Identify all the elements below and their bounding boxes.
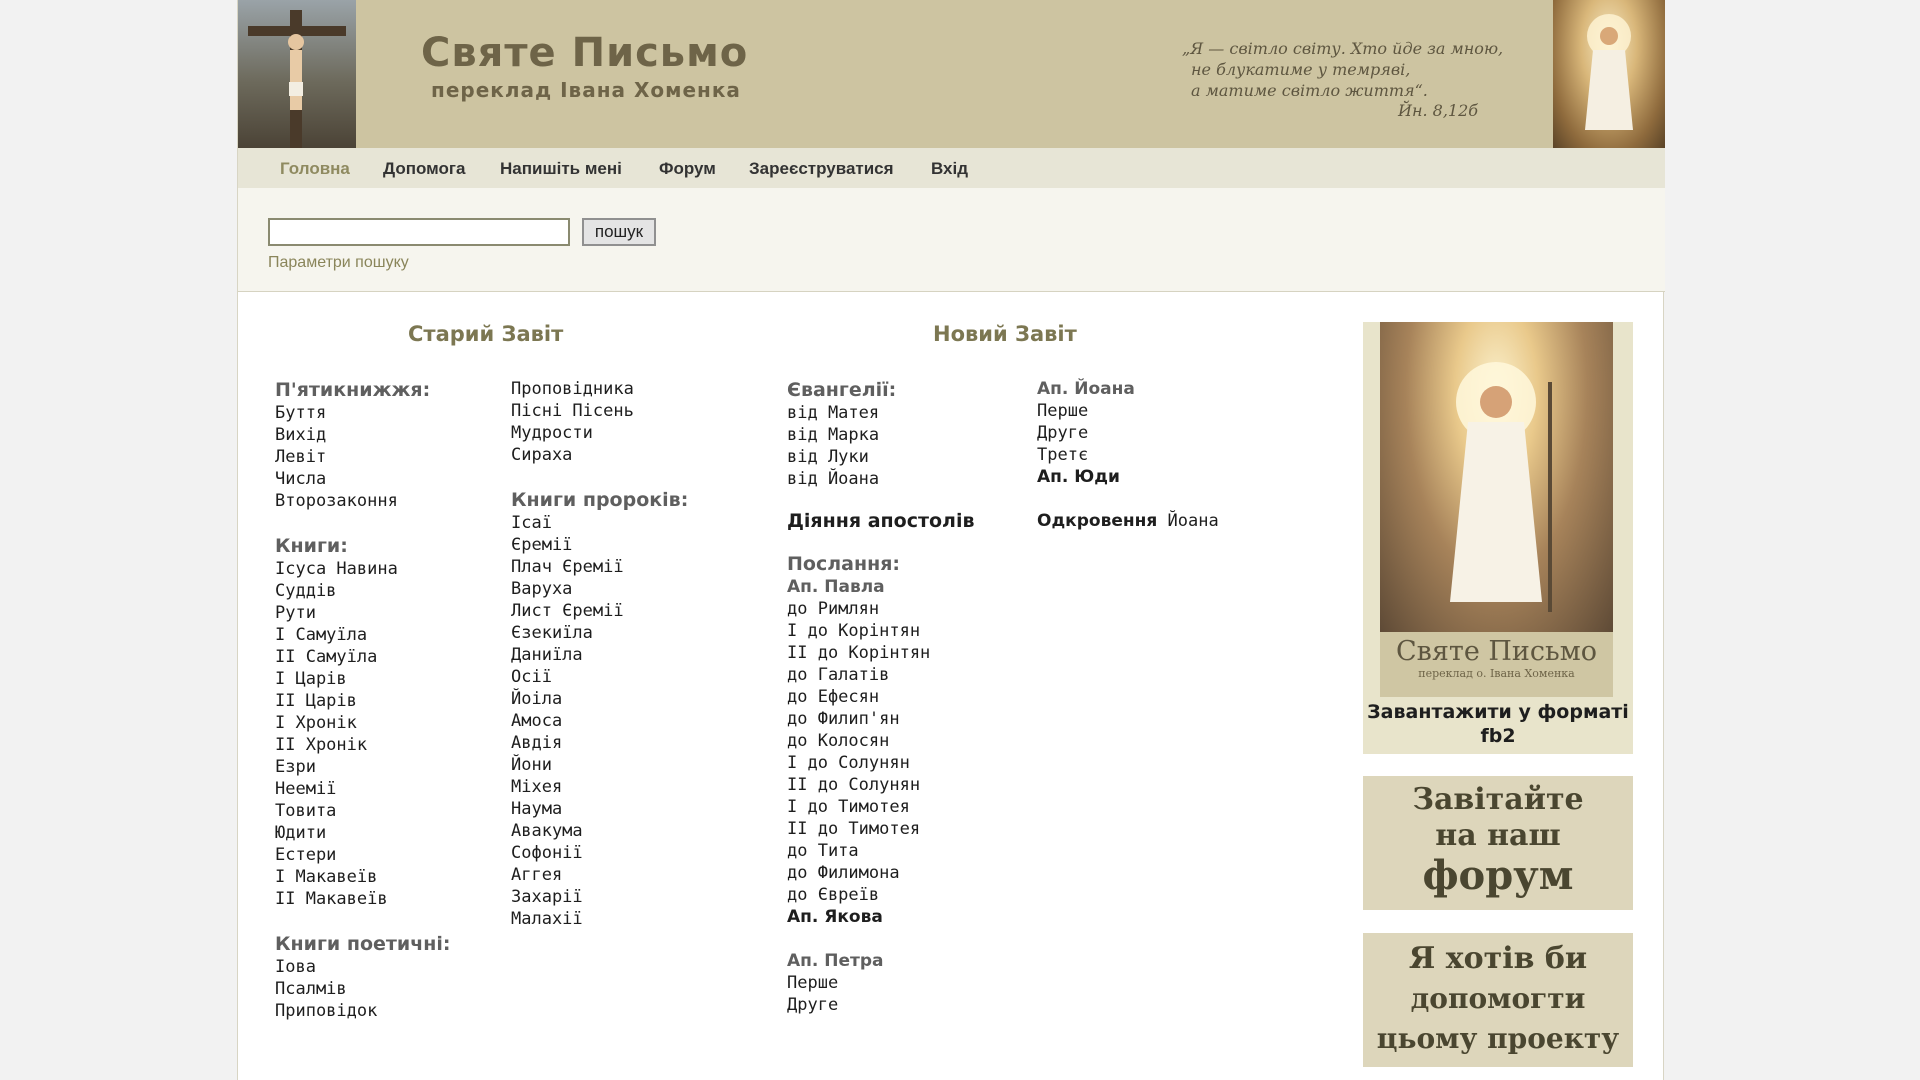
book-link[interactable]: Наума: [511, 799, 563, 819]
book-link[interactable]: до Колосян: [787, 731, 890, 751]
paul-heading: Ап. Павла: [787, 577, 885, 597]
book-link[interactable]: Аггея: [511, 865, 563, 885]
book-link[interactable]: Плач Єремії: [511, 557, 624, 577]
book-cover[interactable]: [1380, 322, 1613, 697]
gospels-heading: Євангелії:: [787, 379, 897, 401]
epistles-heading: Послання:: [787, 553, 901, 575]
spacer: [511, 466, 688, 488]
jude-link[interactable]: Ап. Юди: [1037, 467, 1120, 487]
book-link[interactable]: I Царів: [275, 669, 347, 689]
banner-line: на наш: [1435, 818, 1561, 853]
book-link[interactable]: I Самуїла: [275, 625, 368, 645]
book-link[interactable]: Варуха: [511, 579, 573, 599]
old-testament-col2: [511, 378, 688, 930]
book-link[interactable]: II до Солунян: [787, 775, 921, 795]
book-link[interactable]: Міхея: [511, 777, 563, 797]
nav-login[interactable]: Вхід: [931, 159, 969, 178]
book-link[interactable]: Сираха: [511, 445, 573, 465]
book-link[interactable]: II Царів: [275, 691, 357, 711]
quote-line: а матиме світло життя“.: [1191, 81, 1428, 100]
revelation-link[interactable]: Йоана: [1167, 511, 1219, 531]
book-link[interactable]: Естери: [275, 845, 337, 865]
book-link[interactable]: від Йоана: [787, 469, 880, 489]
new-testament-col2: [1037, 378, 1219, 532]
search-params-link[interactable]: Параметри пошуку: [268, 254, 409, 271]
pentateuch-heading: П'ятикнижжя:: [275, 379, 431, 401]
john-heading: Ап. Йоана: [1037, 379, 1135, 399]
book-title: Святе Письмо: [1395, 636, 1597, 667]
book-link[interactable]: Суддів: [275, 581, 337, 601]
book-link[interactable]: до Євреїв: [787, 885, 880, 905]
search-input[interactable]: [268, 218, 570, 246]
banner-line: допомогти: [1410, 982, 1586, 1015]
new-testament-title: Новий Завіт: [933, 322, 1077, 346]
book-link[interactable]: до Римлян: [787, 599, 880, 619]
nav-contact[interactable]: Напишіть мені: [500, 159, 622, 178]
spacer: [787, 490, 975, 510]
book-link[interactable]: Езри: [275, 757, 316, 777]
book-link[interactable]: до Филимона: [787, 863, 900, 883]
book-link[interactable]: Буття: [275, 403, 327, 423]
spacer: [275, 910, 451, 932]
book-link[interactable]: Второзаконня: [275, 491, 398, 511]
book-cover-art: [1380, 322, 1613, 632]
book-link[interactable]: II Самуїла: [275, 647, 378, 667]
book-link[interactable]: Лист Єремії: [511, 601, 624, 621]
book-link[interactable]: Третє: [1037, 445, 1089, 465]
old-testament-title: Старий Завіт: [408, 322, 564, 346]
banner-line: цьому проекту: [1376, 1022, 1620, 1055]
book-link[interactable]: від Матея: [787, 403, 880, 423]
acts-link[interactable]: Діяння апостолів: [787, 510, 975, 532]
old-testament-col1: [275, 378, 451, 1022]
help-project-banner[interactable]: [1363, 933, 1633, 1067]
book-link[interactable]: Даниїла: [511, 645, 583, 665]
james-link[interactable]: Ап. Якова: [787, 907, 883, 927]
book-link[interactable]: II до Тимотея: [787, 819, 921, 839]
new-testament-col1: [787, 378, 975, 1016]
book-link[interactable]: Юдити: [275, 823, 327, 843]
banner-line: Я хотів би: [1408, 941, 1588, 976]
book-link[interactable]: Малахії: [511, 909, 583, 929]
book-link[interactable]: Друге: [787, 995, 839, 1015]
book-link[interactable]: Ісуса Навина: [275, 559, 398, 579]
quote-line: „Я — світло світу. Хто йде за мною,: [1182, 39, 1504, 58]
spacer: [1037, 488, 1219, 510]
book-link[interactable]: Проповідника: [511, 379, 634, 399]
book-link[interactable]: Амоса: [511, 711, 563, 731]
book-title-plate: [1380, 632, 1613, 697]
book-link[interactable]: Товита: [275, 801, 337, 821]
book-link[interactable]: від Марка: [787, 425, 880, 445]
book-link[interactable]: до Ефесян: [787, 687, 880, 707]
book-link[interactable]: Мудрости: [511, 423, 593, 443]
page: [237, 0, 1664, 1080]
spacer: [275, 512, 451, 534]
spacer: [787, 532, 975, 552]
header-quote: [1182, 38, 1503, 101]
nav-home[interactable]: Головна: [280, 159, 350, 178]
book-link[interactable]: Приповідок: [275, 1001, 378, 1021]
book-link[interactable]: Левіт: [275, 447, 327, 467]
main-nav: [238, 148, 1665, 188]
book-link[interactable]: Перше: [787, 973, 839, 993]
site-title: Святе Письмо: [421, 30, 749, 76]
book-link[interactable]: Єремії: [511, 535, 573, 555]
book-link[interactable]: Йоіла: [511, 689, 563, 709]
resurrection-image: [1553, 0, 1665, 148]
book-link[interactable]: II Хронік: [275, 735, 368, 755]
book-link[interactable]: Авакума: [511, 821, 583, 841]
book-link[interactable]: I Хронік: [275, 713, 357, 733]
book-link[interactable]: до Филип'ян: [787, 709, 900, 729]
book-link[interactable]: I Макавеїв: [275, 867, 378, 887]
download-fb2-link[interactable]: Завантажити у форматі fb2: [1367, 701, 1629, 747]
download-box[interactable]: [1363, 322, 1633, 754]
nav-help[interactable]: Допомога: [383, 159, 466, 178]
nav-register[interactable]: Зареєструватися: [749, 159, 894, 178]
book-link[interactable]: Авдія: [511, 733, 563, 753]
book-link[interactable]: I до Тимотея: [787, 797, 910, 817]
book-link[interactable]: II до Корінтян: [787, 643, 931, 663]
site-subtitle: переклад Івана Хоменка: [431, 78, 741, 102]
book-link[interactable]: Пісні Пісень: [511, 401, 634, 421]
revelation-label: Одкровення: [1037, 511, 1158, 531]
forum-banner[interactable]: [1363, 776, 1633, 910]
book-link[interactable]: Числа: [275, 469, 327, 489]
book-link[interactable]: Йони: [511, 755, 552, 775]
book-link[interactable]: Перше: [1037, 401, 1089, 421]
site-header: [238, 0, 1665, 148]
book-link[interactable]: I до Солунян: [787, 753, 910, 773]
book-link[interactable]: Неемії: [275, 779, 337, 799]
nav-forum[interactable]: Форум: [659, 159, 716, 178]
book-link[interactable]: Псалмів: [275, 979, 347, 999]
prophets-heading: Книги пророків:: [511, 489, 689, 511]
book-subtitle: переклад о. Івана Хоменка: [1418, 667, 1575, 680]
book-link[interactable]: Осії: [511, 667, 552, 687]
book-link[interactable]: II Макавеїв: [275, 889, 388, 909]
peter-heading: Ап. Петра: [787, 951, 884, 971]
crucifix-image: [238, 0, 356, 148]
book-link[interactable]: Єзекиїла: [511, 623, 593, 643]
quote-reference: Йн. 8,12б: [1398, 101, 1479, 120]
book-link[interactable]: Друге: [1037, 423, 1089, 443]
search-button[interactable]: пошук: [582, 218, 656, 246]
book-link[interactable]: Іова: [275, 957, 316, 977]
book-link[interactable]: до Галатів: [787, 665, 890, 685]
book-link[interactable]: до Тита: [787, 841, 859, 861]
banner-line: форум: [1422, 852, 1574, 899]
book-link[interactable]: від Луки: [787, 447, 869, 467]
quote-line: не блукатиме у темряві,: [1191, 60, 1411, 79]
spacer: [787, 928, 975, 950]
book-link[interactable]: Захарії: [511, 887, 583, 907]
revelation-row: [1037, 510, 1219, 532]
search-area: [238, 188, 1665, 292]
book-link[interactable]: I до Корінтян: [787, 621, 921, 641]
book-link[interactable]: Софонії: [511, 843, 583, 863]
book-link[interactable]: Рути: [275, 603, 316, 623]
book-link[interactable]: Вихід: [275, 425, 327, 445]
book-link[interactable]: Ісаї: [511, 513, 552, 533]
books-heading: Книги:: [275, 535, 348, 557]
poetic-heading: Книги поетичні:: [275, 933, 451, 955]
banner-line: Завітайте: [1412, 782, 1584, 817]
